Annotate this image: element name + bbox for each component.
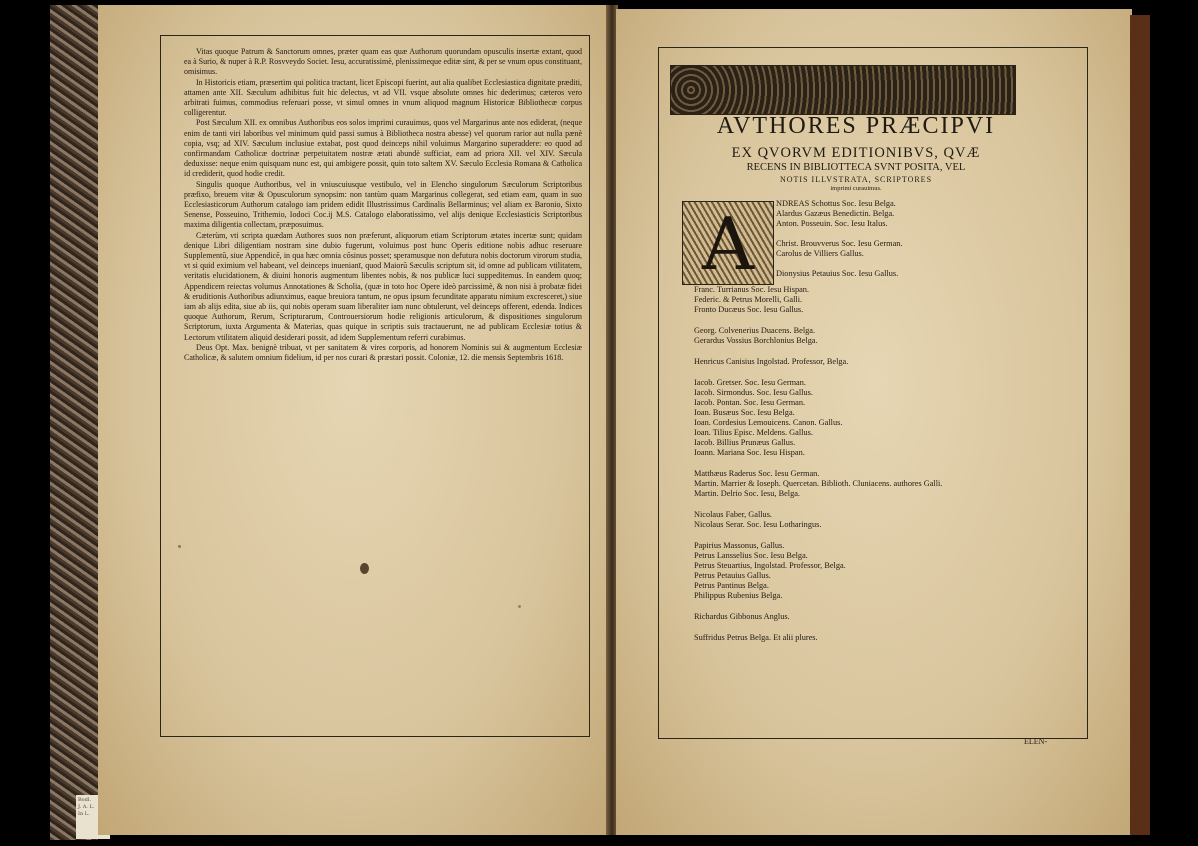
- author-name: NDREAS Schottus Soc. Iesu Belga.: [776, 199, 896, 208]
- author-name: Ioann. Mariana Soc. Iesu Hispan.: [694, 448, 805, 457]
- author-name: Papirius Massonus, Gallus.: [694, 541, 785, 550]
- author-name: Ioan. Tilius Episc. Meldens. Gallus.: [694, 428, 813, 437]
- ink-spot: [360, 563, 369, 574]
- initial-letter: A: [702, 202, 754, 286]
- title-line-1: AVTHORES PRÆCIPVI: [716, 113, 996, 139]
- author-name: Fronto Ducæus Soc. Iesu Gallus.: [694, 305, 804, 314]
- spine-label-line: Bodl.: [78, 797, 92, 803]
- title-line-4: NOTIS ILLVSTRATA, SCRIPTORES: [779, 175, 933, 184]
- right-page: [616, 9, 1132, 835]
- author-name: Iacob. Sirmondus. Soc. Iesu Gallus.: [694, 388, 813, 397]
- title-line-5: imprimi curauimus.: [830, 185, 882, 192]
- dropcap-name-list: [776, 199, 903, 279]
- author-name: Suffridus Petrus Belga. Et alii plures.: [694, 633, 818, 642]
- author-name: Petrus Pantinus Belga.: [694, 581, 769, 590]
- author-name: Alardus Gazæus Benedictin. Belga.: [776, 209, 895, 218]
- author-name: Federic. & Petrus Morelli, Galli.: [694, 295, 803, 304]
- foxing-spot: [518, 605, 521, 608]
- open-book: [50, 5, 1150, 840]
- book-binding-right: [1130, 15, 1150, 835]
- author-name: Nicolaus Faber, Gallus.: [694, 510, 773, 519]
- author-name: Petrus Steuartius, Ingolstad. Professor, Belga.: [694, 561, 846, 570]
- author-name: Dionysius Petauius Soc. Iesu Gallus.: [776, 269, 899, 278]
- author-name: Martin. Marrier & Ioseph. Quercetan. Biblioth. Cluniacens. authores Galli.: [694, 479, 943, 488]
- author-name: Richardus Gibbonus Anglus.: [694, 612, 790, 621]
- paragraph: Vitas quoque Patrum & Sanctorum omnes, præter quam eas quæ Authorum quorundam opusculis insertæ extant, quod ea à Surio, & nuper à R.P. Rosvveydo Societ. Iesu, accuratissimè, plenissimeque editæ sint, & per se vnum opus constituant, omisimus.: [184, 47, 582, 77]
- author-name: Iacob. Gretser. Soc. Iesu German.: [694, 378, 806, 387]
- author-name: Gerardus Vossius Borchlonius Belga.: [694, 336, 818, 345]
- spine-label-line: In L.: [78, 811, 90, 817]
- decorated-initial: [682, 201, 774, 285]
- paragraph: In Historicis etiam, præsertim qui politica tractant, licet Episcopi fuerint, aut alia qualibet Ecclesiastica dignitate præditi, attamen ante XII. Sæculum adhibitus fuit hic delectus, vt ad VII. vsque absolute omnes hic dederimus; cæteros vero arbitrati fuimus, commodius referuari posse, vt simul omnes in vnum aliquod magnum Historicæ Bibliothecæ corpus colligerentur.: [184, 77, 582, 118]
- left-page-body: [184, 47, 582, 363]
- author-name: Henricus Canisius Ingolstad. Professor, Belga.: [694, 357, 849, 366]
- author-name: Iacob. Pontan. Soc. Iesu German.: [694, 398, 806, 407]
- author-name: Ioan. Busæus Soc. Iesu Belga.: [694, 408, 795, 417]
- author-name: Georg. Colvenerius Duacens. Belga.: [694, 326, 816, 335]
- author-name: Petrus Petauius Gallus.: [694, 571, 771, 580]
- author-name: Nicolaus Serar. Soc. Iesu Lotharingus.: [694, 520, 822, 529]
- foxing-spot: [178, 545, 181, 548]
- catchword: ELEN-: [1024, 737, 1048, 746]
- paragraph: Cæterùm, vti scripta quædam Authores suos non præferunt, aliquorum etiam Scriptorum ætates incertæ sunt; quidam denique Libri diligentiam nostram sine dubio fugerunt, voluimus post hunc Operis editione nobis adhuc reseruare Supplementū, siue Appendicē, in qua hæc omnia cōsinus posset; speramusque non defutura nobis doctorum virorum studia, vt si quid eximium vel habeant, vel deinceps inuenianī, quod Maiorū Sæculis scriptum sit, id omne ad publicam vtilitatem, veritatis elucidationem, & diuini honoris augmentum libentes nobis, & nos publicæ luci suppeditemus. In eandem quoq; Appendicem reiectas volumus Annotationes & Scholia, (quæ in toto hoc Opere ideò parcissimè, & non nisi à probatæ fidei & eruditionis Authoribus adiunximus, eaque breuiora tantum, ne opus ipsum fecunditate apparatu nimium excresceret,) siue iam ab alijs edita, siue ab iis, qui nobis operam suam liberaliter iam nunc obtulerunt, vel deinceps offerent, edenda. Indices quoque Authorum, Rerum, Scripturarum, Controuersiorum hodie religionis articulorum, & dispositiones singulorum Scriptorum, iuxta Argumenta & Materias, quas quique in scriptis suis tractauerunt, ne ad publicam Ecclesiæ totius & Lectorum vtilitatem aliquid desiderari possit, ad idem Supplementum referri curabimus.: [184, 230, 582, 342]
- paragraph: Deus Opt. Max. benignè tribuat, vt per sanitatem & vires corporis, ad honorem Nominis sui & augmentum Ecclesiæ Catholicæ, & salutem omnium fidelium, id per nos curari & præstari possit. Coloniæ, 12. die mensis Septembris 1618.: [184, 342, 582, 363]
- author-name: Christ. Brouvverus Soc. Iesu German.: [776, 239, 903, 248]
- title-line-2: EX QVORVM EDITIONIBVS, QVÆ: [731, 145, 981, 161]
- author-name: Anton. Posseuin. Soc. Iesu Italus.: [776, 219, 888, 228]
- author-name: Carolus de Villiers Gallus.: [776, 249, 864, 258]
- author-name: Ioan. Cordesius Lemouicens. Canon. Gallus.: [694, 418, 843, 427]
- author-name-list: [694, 285, 942, 643]
- paragraph: Singulis quoque Authoribus, vel in vniuscuiusque vestibulo, vel in Elencho singulorum Sæculorum Scriptoribus præfixo, breuem vitæ & Opusculorum synopsim: non tantùm quam Margarinus collegerat, sed etiam eam, quam in suo Ecclesiasticorum Authorum catalogo iam pridem edidit Illustrissimus Cardinalis Bellarminus; vel aliam ex Baronio, Sixto Senense, Posseuino, Trithemio, Iodoci Coc.ij M.S. Catalogo elaboratissimo, vel alijs denique Ecclesiasticis Scriptoribus maxima diligentia collectam, præposuimus.: [184, 179, 582, 230]
- book-binding-left: [50, 5, 98, 840]
- paragraph: Post Sæculum XII. ex omnibus Authoribus eos solos imprimi curauimus, quos vel Margarinus ante nos ediderat, (neque enim de tanti viri laboribus vel minimum quid passi sumus à Bibliotheca nostra abesse) vel quorum rarior aut nulla pænè copia, vsq; ad XIV. Sæculum inclusiue extabat, post quod deinceps nihil voluimus Margarino superaddere: eo quod ad confirmandam Catholicæ doctrinæ perpetuitatem nostræ ætati abundè sufficiat, eam ad priora XII. vel XIV. Sæcula deduxisse: neque enim quisquam nunc est, qui ambigere possit, quin toto saltem XV. Sæculo Ecclesia Romana & Catholica id crediderit, quod hodie credit.: [184, 118, 582, 179]
- author-name: Martin. Delrio Soc. Iesu, Belga.: [694, 489, 800, 498]
- author-name: Iacob. Billius Prunæus Gallus.: [694, 438, 796, 447]
- spine-label-line: J. A. L.: [78, 804, 95, 810]
- left-page: [98, 5, 610, 835]
- author-name: Matthæus Raderus Soc. Iesu German.: [694, 469, 820, 478]
- title-line-3: RECENS IN BIBLIOTTECA SVNT POSITA, VEL: [746, 162, 966, 173]
- author-name: Petrus Lansselius Soc. Iesu Belga.: [694, 551, 808, 560]
- author-name: Franc. Turrianus Soc. Iesu Hispan.: [694, 285, 809, 294]
- ornament-headpiece: [670, 65, 1016, 115]
- author-name: Philippus Rubenius Belga.: [694, 591, 783, 600]
